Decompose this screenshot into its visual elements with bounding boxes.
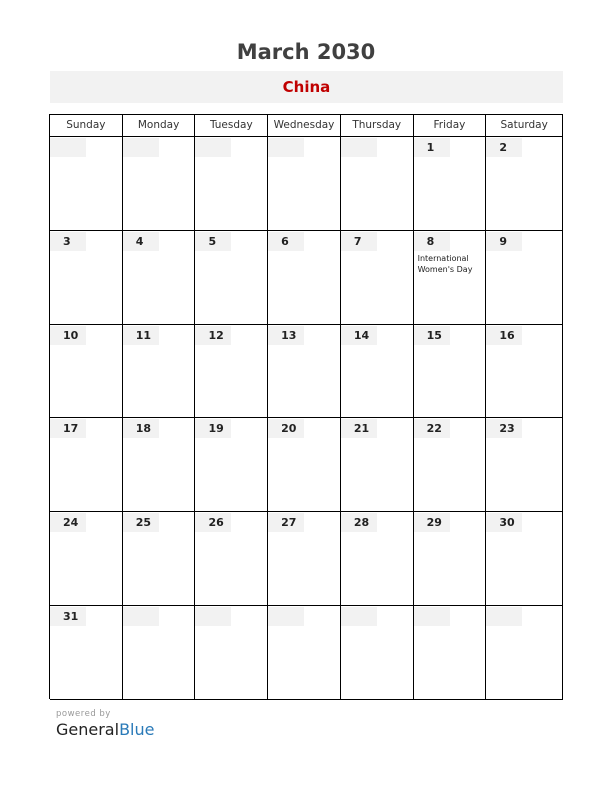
week-row bbox=[50, 606, 563, 700]
day-number: 10 bbox=[50, 326, 86, 345]
day-cell bbox=[486, 512, 563, 606]
day-cell bbox=[486, 137, 563, 231]
day-number: 29 bbox=[414, 513, 450, 532]
weeks-container bbox=[50, 137, 563, 700]
day-cell bbox=[341, 418, 414, 512]
day-cell bbox=[268, 418, 341, 512]
day-cell bbox=[50, 231, 123, 325]
day-cell bbox=[50, 418, 123, 512]
day-number bbox=[341, 138, 377, 157]
day-number: 5 bbox=[195, 232, 231, 251]
day-number: 18 bbox=[123, 419, 159, 438]
day-cell bbox=[123, 606, 196, 700]
day-number bbox=[123, 607, 159, 626]
day-cell bbox=[50, 137, 123, 231]
day-cell bbox=[414, 512, 487, 606]
day-cell bbox=[50, 512, 123, 606]
weekday-header: Thursday bbox=[341, 115, 414, 137]
day-number: 22 bbox=[414, 419, 450, 438]
day-cell bbox=[195, 606, 268, 700]
day-number: 27 bbox=[268, 513, 304, 532]
calendar-grid bbox=[49, 114, 563, 699]
day-number: 12 bbox=[195, 326, 231, 345]
day-cell bbox=[195, 512, 268, 606]
weekday-header: Friday bbox=[414, 115, 487, 137]
day-number: 7 bbox=[341, 232, 377, 251]
week-row bbox=[50, 418, 563, 512]
day-cell bbox=[268, 512, 341, 606]
day-cell bbox=[414, 418, 487, 512]
day-number: 14 bbox=[341, 326, 377, 345]
weekday-header: Tuesday bbox=[195, 115, 268, 137]
day-number: 4 bbox=[123, 232, 159, 251]
weekday-header: Sunday bbox=[50, 115, 123, 137]
day-number: 16 bbox=[486, 326, 522, 345]
day-cell bbox=[341, 606, 414, 700]
day-number bbox=[341, 607, 377, 626]
day-cell bbox=[341, 137, 414, 231]
weekday-header-row bbox=[50, 115, 563, 137]
day-cell bbox=[123, 512, 196, 606]
day-cell bbox=[195, 418, 268, 512]
day-number: 1 bbox=[414, 138, 450, 157]
day-cell bbox=[414, 325, 487, 419]
week-row bbox=[50, 325, 563, 419]
day-number bbox=[123, 138, 159, 157]
weekday-header: Saturday bbox=[486, 115, 563, 137]
week-row bbox=[50, 512, 563, 606]
brand-logo bbox=[56, 720, 154, 739]
day-number: 3 bbox=[50, 232, 86, 251]
day-cell bbox=[341, 231, 414, 325]
day-cell bbox=[123, 137, 196, 231]
day-cell bbox=[50, 606, 123, 700]
day-number: 17 bbox=[50, 419, 86, 438]
brand-part-general: General bbox=[56, 720, 120, 739]
day-number: 13 bbox=[268, 326, 304, 345]
day-number: 31 bbox=[50, 607, 86, 626]
day-cell bbox=[341, 512, 414, 606]
day-cell bbox=[123, 418, 196, 512]
day-number bbox=[268, 138, 304, 157]
day-cell bbox=[195, 231, 268, 325]
day-number: 9 bbox=[486, 232, 522, 251]
day-number: 15 bbox=[414, 326, 450, 345]
week-row bbox=[50, 231, 563, 325]
day-cell bbox=[414, 231, 487, 325]
day-number: 21 bbox=[341, 419, 377, 438]
day-number: 8 bbox=[414, 232, 450, 251]
weekday-header: Monday bbox=[123, 115, 196, 137]
calendar-title: March 2030 bbox=[236, 40, 376, 64]
day-number: 30 bbox=[486, 513, 522, 532]
day-cell bbox=[486, 606, 563, 700]
day-number bbox=[414, 607, 450, 626]
holiday-label: International Women's Day bbox=[417, 253, 473, 274]
day-cell bbox=[268, 325, 341, 419]
day-number bbox=[268, 607, 304, 626]
day-number bbox=[195, 607, 231, 626]
day-number: 26 bbox=[195, 513, 231, 532]
brand-part-blue: Blue bbox=[119, 720, 155, 739]
day-cell bbox=[341, 325, 414, 419]
day-cell bbox=[268, 231, 341, 325]
day-cell bbox=[486, 231, 563, 325]
day-cell bbox=[195, 137, 268, 231]
day-number: 25 bbox=[123, 513, 159, 532]
day-number: 19 bbox=[195, 419, 231, 438]
day-number: 23 bbox=[486, 419, 522, 438]
day-cell bbox=[414, 606, 487, 700]
day-cell bbox=[486, 418, 563, 512]
day-number: 28 bbox=[341, 513, 377, 532]
day-number: 2 bbox=[486, 138, 522, 157]
day-number bbox=[50, 138, 86, 157]
day-number: 24 bbox=[50, 513, 86, 532]
week-row bbox=[50, 137, 563, 231]
day-cell bbox=[268, 137, 341, 231]
day-number: 6 bbox=[268, 232, 304, 251]
day-cell bbox=[268, 606, 341, 700]
day-number: 20 bbox=[268, 419, 304, 438]
day-cell bbox=[195, 325, 268, 419]
day-number bbox=[195, 138, 231, 157]
footer-branding bbox=[56, 709, 154, 739]
weekday-header: Wednesday bbox=[268, 115, 341, 137]
day-number: 11 bbox=[123, 326, 159, 345]
day-cell bbox=[123, 325, 196, 419]
day-cell bbox=[50, 325, 123, 419]
day-cell bbox=[414, 137, 487, 231]
country-label: China bbox=[50, 71, 563, 103]
powered-by-text: powered by bbox=[56, 709, 111, 719]
day-cell bbox=[123, 231, 196, 325]
day-number bbox=[486, 607, 522, 626]
day-cell bbox=[486, 325, 563, 419]
